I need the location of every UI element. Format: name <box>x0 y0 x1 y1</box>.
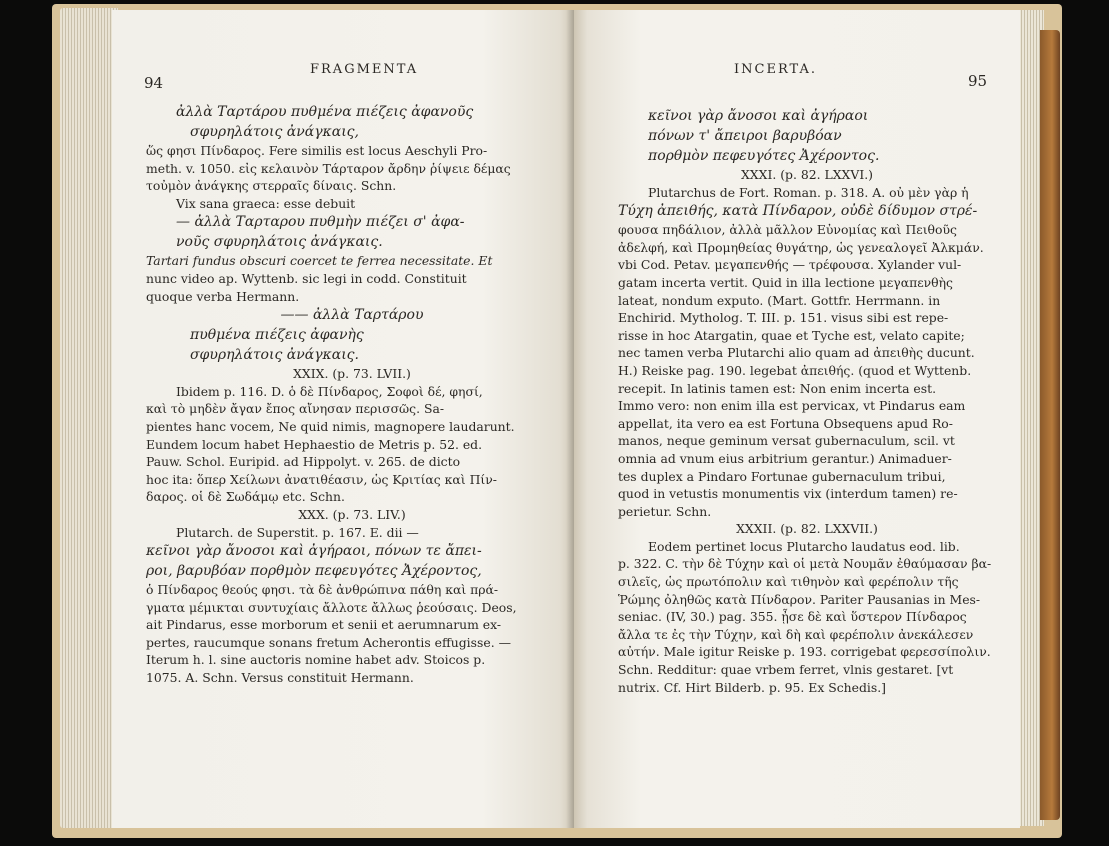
section-heading: XXX. (p. 73. LIV.) <box>298 506 406 522</box>
text-line: Plutarch. de Superstit. p. 167. E. dii — <box>176 524 419 540</box>
text-line: p. 322. C. τὴν δὲ Τύχην καὶ οἱ μετὰ Νουμᾶν ἐθαύμασαν βα- <box>618 556 992 572</box>
text-line: ait Pindarus, esse morborum et senii et aerumnarum ex- <box>146 617 502 633</box>
text-line: κεῖνοι γὰρ ἄνοσοι καὶ ἀγήραοι, πόνων τε ἄπει- <box>146 543 482 560</box>
text-line: φουσα πηδάλιον, ἀλλὰ μᾶλλον Εὐνομίας καὶ Πειθοῦς <box>618 222 957 238</box>
text-line: Ibidem p. 116. D. ὁ δὲ Πίνδαρος, Σοφοὶ δέ, φησί, <box>176 383 483 399</box>
page-number: 94 <box>144 74 164 92</box>
text-line: Pauw. Schol. Euripid. ad Hippolyt. v. 265. de dicto <box>146 454 461 470</box>
text-line: σφυρηλάτοις ἀνάγκαις, <box>190 124 359 140</box>
text-line: Immo vero: non enim illa est pervicax, vt Pindarus eam <box>618 398 966 414</box>
text-line: ἀδελφή, καὶ Προμηθείας θυγάτηρ, ὡς γενεαλογεῖ Ἀλκμάν. <box>618 239 984 255</box>
text-line: σιλεῖς, ὡς πρωτόπολιν καὶ τιθηνὸν καὶ φερέπολιν τῆς <box>618 574 959 590</box>
text-line: Eodem pertinet locus Plutarcho laudatus eod. lib. <box>648 538 960 554</box>
left-page <box>112 10 574 828</box>
text-line: —— ἀλλὰ Ταρτάρου <box>280 307 424 324</box>
text-line: ροι, βαρυβόαν πορθμὸν πεφευγότες Ἀχέροντος, <box>146 563 482 580</box>
text-line: Vix sana graeca: esse debuit <box>176 195 356 211</box>
text-line: Ῥώμης ὀληθῶς κατὰ Πίνδαρον. Pariter Pausanias in Mes- <box>618 591 981 607</box>
text-line: ἄλλα τε ἐς τὴν Τύχην, καὶ δὴ καὶ φερέπολιν ἀνεκάλεσεν <box>618 626 974 642</box>
text-line: δαρος. οἱ δὲ Σωδάμῳ etc. Schn. <box>146 489 345 505</box>
text-line: ὁ Πίνδαρος θεούς φησι. τὰ δὲ ἀνθρώπινα πάθη καὶ πρά- <box>146 582 499 598</box>
text-line: πορθμὸν πεφευγότες Ἀχέροντος. <box>648 148 880 164</box>
text-line: πόνων τ' ἄπειροι βαρυβόαν <box>648 128 842 144</box>
text-line: perietur. Schn. <box>618 503 712 519</box>
text-line: Iterum h. l. sine auctoris nomine habet adv. Stoicos p. <box>146 652 486 668</box>
text-line: quod in vetustis monumentis vix (interdum tamen) re- <box>618 486 958 502</box>
text-line: omnia ad vnum eius arbitrium gerantur.) Animaduer- <box>618 450 952 466</box>
text-line: appellat, ita vero ea est Fortuna Obsequens apud Ro- <box>618 415 953 431</box>
text-line: recepit. In latinis tamen est: Non enim incerta est. <box>618 380 937 396</box>
book-cover-edge <box>1040 30 1060 820</box>
text-line: Schn. Redditur: quae vrbem ferret, vlnis gestaret. [vt <box>618 662 954 678</box>
text-line: quoque verba Hermann. <box>146 288 300 304</box>
running-head: INCERTA. <box>734 62 817 77</box>
running-head: FRAGMENTA <box>310 62 419 77</box>
text-line: tes duplex a Pindaro Fortunae gubernaculum tribui, <box>618 468 946 484</box>
right-page <box>574 10 1020 828</box>
text-line: αὐτήν. Male igitur Reiske p. 193. corrigebat φερεσσίπολιν. <box>618 644 991 660</box>
page-edges-left <box>60 8 118 828</box>
text-line: Plutarchus de Fort. Roman. p. 318. A. οὐ μὲν γὰρ ἡ <box>648 184 969 200</box>
text-line: pientes hanc vocem, Ne quid nimis, magnopere laudarunt. <box>146 418 515 434</box>
text-line: νοῦς σφυρηλάτοις ἀνάγκαις. <box>176 234 383 251</box>
text-line: pertes, raucumque sonans fretum Acherontis effugisse. — <box>146 634 511 650</box>
text-line: nunc video ap. Wyttenb. sic legi in codd. Constituit <box>146 270 467 286</box>
text-line: risse in hoc Atargatin, quae et Tyche est, velato capite; <box>618 327 965 343</box>
section-heading: XXIX. (p. 73. LVII.) <box>293 366 411 382</box>
text-line: ὥς φησι Πίνδαρος. Fere similis est locus Aeschyli Pro- <box>146 143 488 158</box>
text-line: seniac. (IV, 30.) pag. 355. ᾖσε δὲ καὶ ὕστερον Πίνδαρος <box>618 609 967 625</box>
text-line: 1075. A. Schn. Versus constituit Hermann. <box>146 670 414 686</box>
text-line: Tartari fundus obscuri coercet te ferrea necessitate. Et <box>146 253 493 269</box>
text-line: καὶ τὸ μηδὲν ἄγαν ἔπος αἴνησαν περισσῶς. Sa- <box>146 401 445 417</box>
text-line: vbi Cod. Petav. μεγαπενθής — τρέφουσα. Xylander vul- <box>618 257 962 273</box>
text-line: σφυρηλάτοις ἀνάγκαις. <box>190 347 359 364</box>
text-line: κεῖνοι γὰρ ἄνοσοι καὶ ἀγήραοι <box>648 108 869 124</box>
right-text-column <box>618 106 996 696</box>
text-line: hoc ita: ὅπερ Χείλωνι ἀνατιθέασιν, ὡς Κριτίας καὶ Πίν- <box>146 471 497 487</box>
text-line: Eundem locum habet Hephaestio de Metris p. 52. ed. <box>146 436 483 452</box>
text-line: lateat, nondum exputo. (Mart. Gottfr. Herrmann. in <box>618 292 941 308</box>
text-line: Τύχη ἀπειθής, κατὰ Πίνδαρον, οὐδὲ δίδυμον στρέ- <box>618 203 978 220</box>
text-line: πυθμένα πιέζεις ἀφανὴς <box>190 327 364 344</box>
text-line: meth. v. 1050. εἰς κελαινὸν Τάρταρον ἄρδην ῥίψειε δέμας <box>146 160 511 176</box>
section-heading: XXXII. (p. 82. LXXVII.) <box>736 521 878 537</box>
text-line: nutrix. Cf. Hirt Bilderb. p. 95. Ex Schedis.] <box>618 679 887 695</box>
text-line: nec tamen verba Plutarchi alio quam ad ἀπειθὴς ducunt. <box>618 345 975 361</box>
text-line: τοὐμὸν ἀνάγκης στερραῖς δίναις. Schn. <box>146 178 397 194</box>
page-number: 95 <box>968 72 988 90</box>
text-line: ἀλλὰ Ταρτάρου πυθμένα πιέζεις ἀφανοῦς <box>176 104 474 120</box>
section-heading: XXXI. (p. 82. LXXVI.) <box>740 167 873 182</box>
text-line: γματα μέμικται συντυχίαις ἄλλοτε ἄλλως ῥεούσαις. Deos, <box>146 599 517 615</box>
text-line: H.) Reiske pag. 190. legebat ἀπειθής. (quod et Wyttenb. <box>618 362 972 378</box>
text-line: manos, neque geminum versat gubernaculum, scil. vt <box>618 433 955 449</box>
text-line: — ἀλλὰ Ταρταρου πυθμὴν πιέζει σ' ἀφα- <box>176 214 465 231</box>
text-line: gatam incerta vertit. Quid in illa lectione μεγαπενθὴς <box>618 274 953 290</box>
left-text-column <box>146 102 558 687</box>
text-line: Enchirid. Mytholog. T. III. p. 151. visus sibi est repe- <box>618 310 949 326</box>
